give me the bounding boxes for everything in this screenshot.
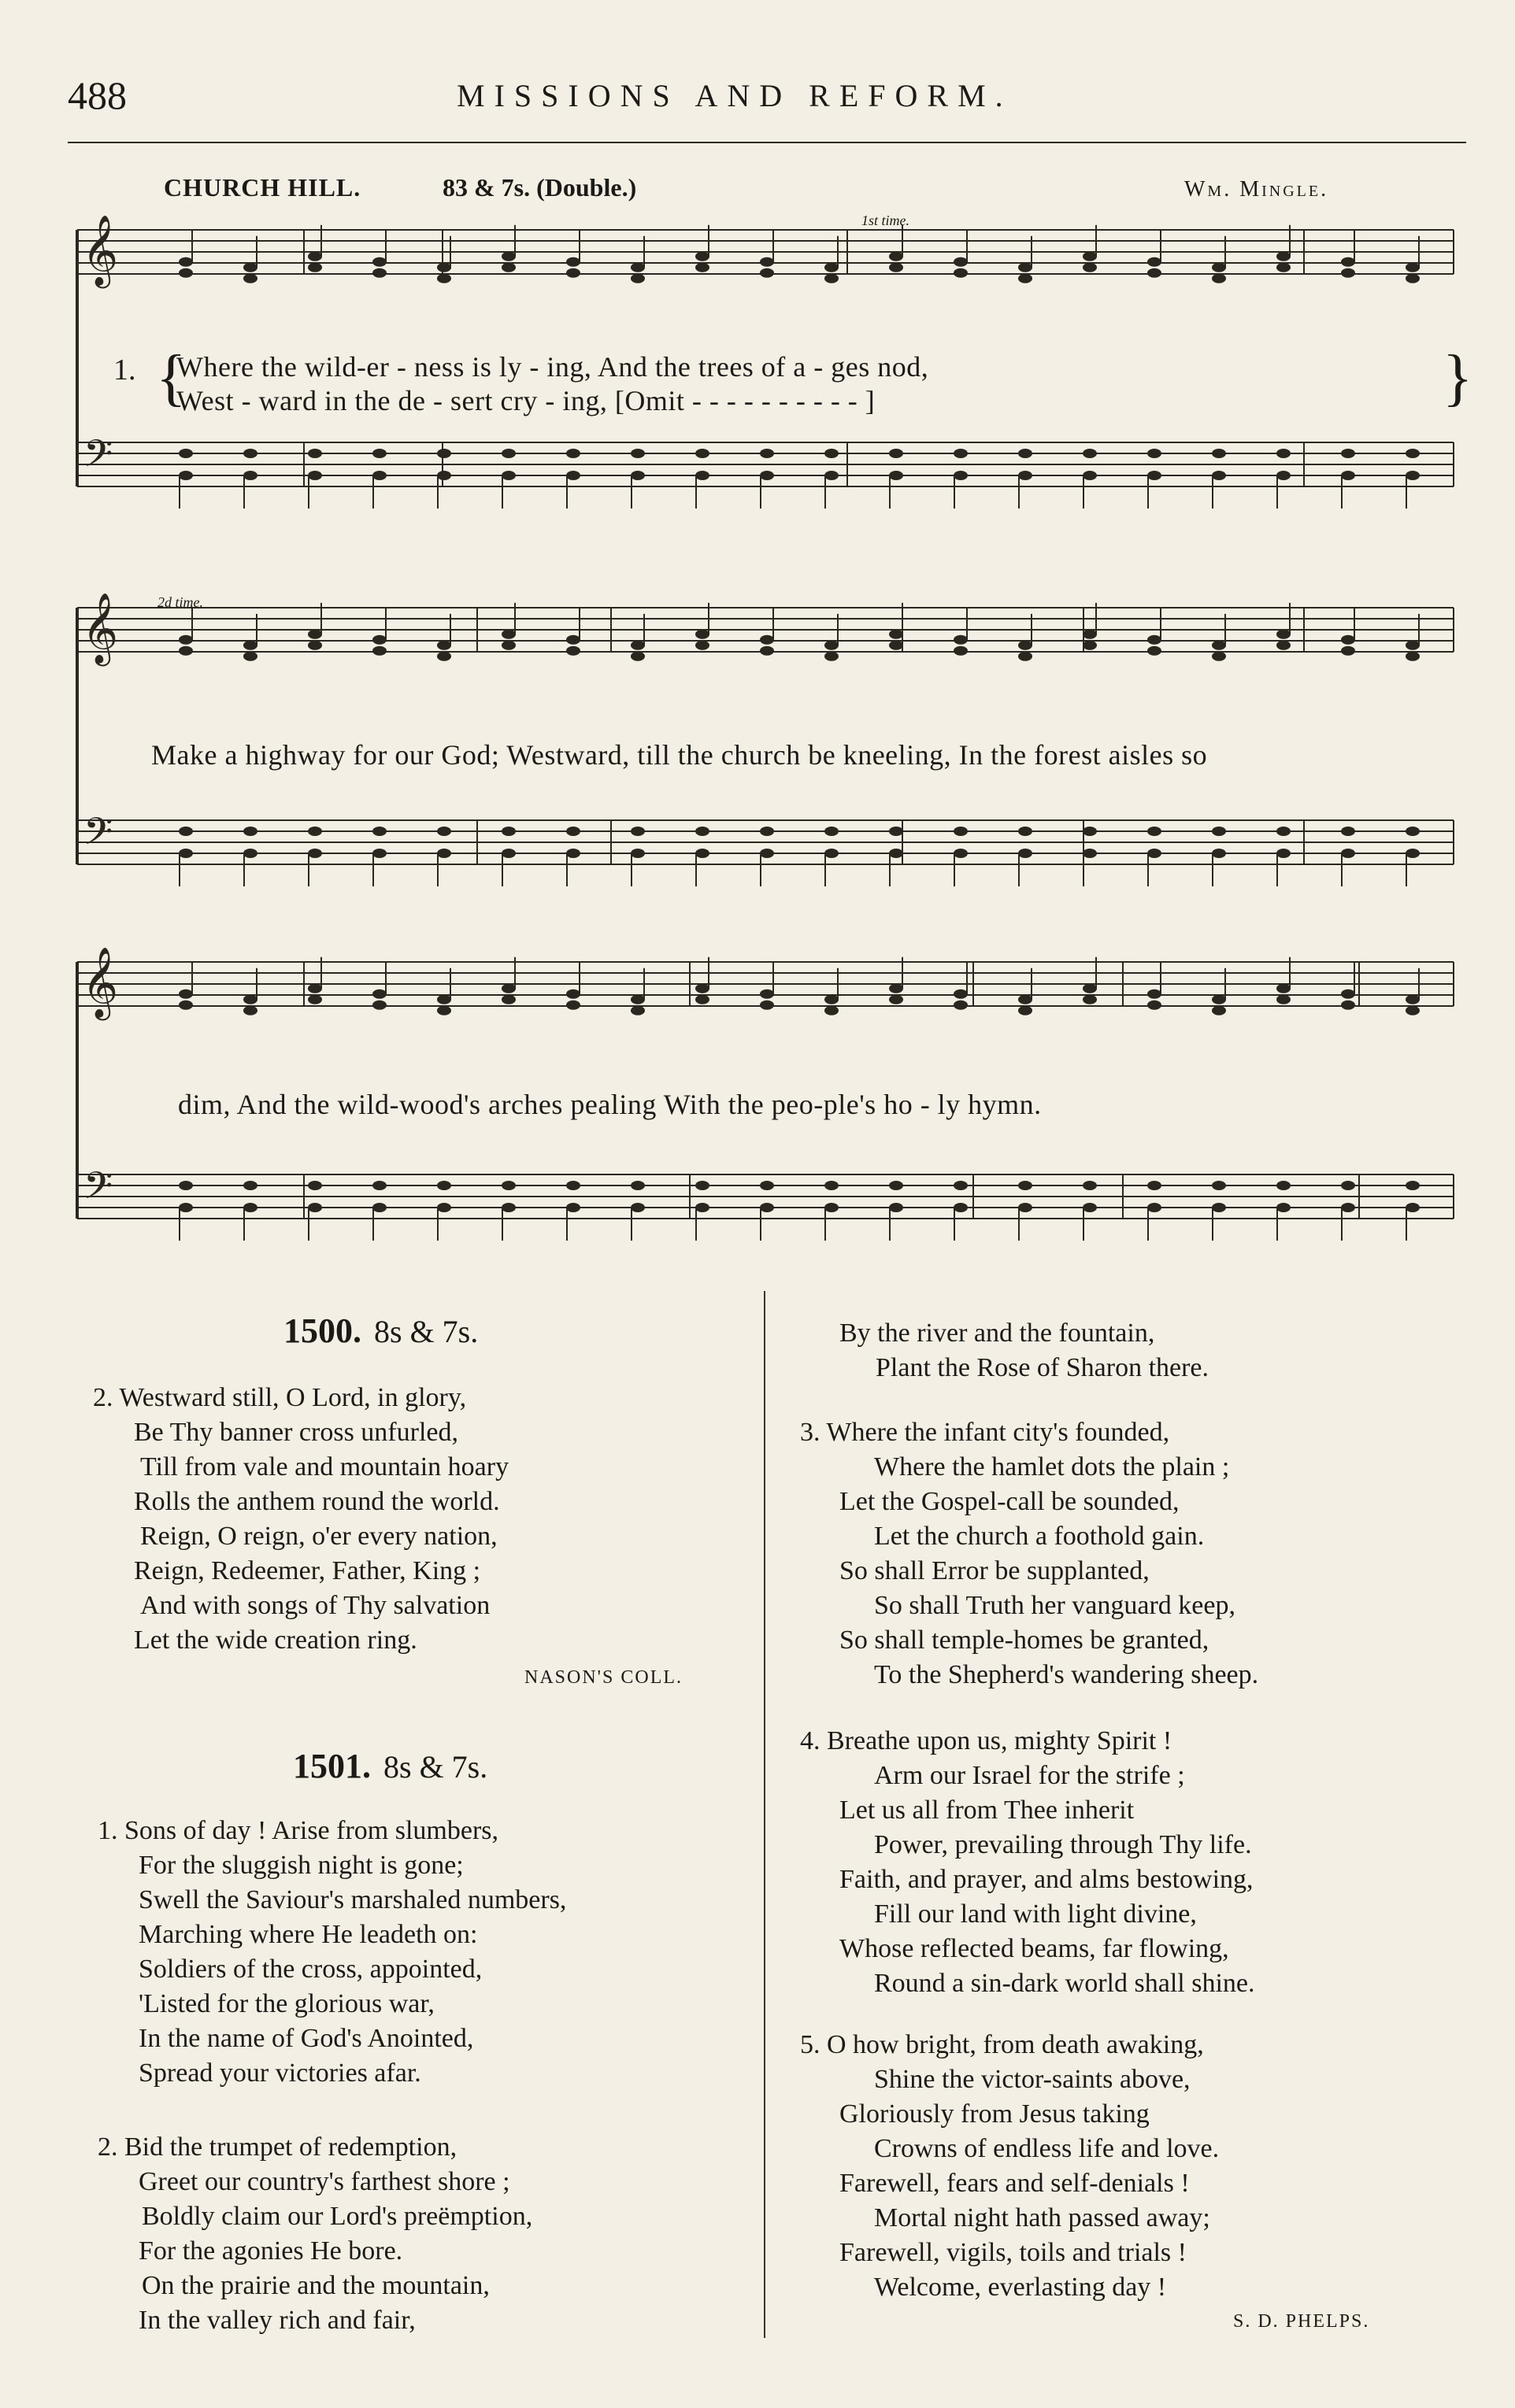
- stanza-label: 1.: [98, 1816, 118, 1845]
- lyric-line-1a: Where the wild-er - ness is ly - ing, And the trees of a - ges nod,: [176, 351, 929, 383]
- stanza-line: So shall Truth her vanguard keep,: [874, 1591, 1235, 1620]
- stanza-line: Be Thy banner cross unfurled,: [134, 1418, 458, 1447]
- stanza-line: Fill our land with light divine,: [874, 1899, 1197, 1929]
- stanza-line: Farewell, fears and self-denials !: [839, 2169, 1190, 2198]
- stanza-line: Greet our country's farthest shore ;: [139, 2167, 510, 2196]
- stanza-line: Till from vale and mountain hoary: [140, 1452, 509, 1481]
- stanza-line: 3. Where the infant city's founded,: [800, 1418, 1170, 1447]
- stanza-line: Round a sin-dark world shall shine.: [874, 1969, 1255, 1998]
- hymn-1501-attribution: S. D. PHELPS.: [1233, 2311, 1370, 2332]
- svg-text:𝄞: 𝄞: [82, 215, 119, 286]
- stanza-line: Soldiers of the cross, appointed,: [139, 1955, 483, 1984]
- hymn-meter: 8s & 7s.: [383, 1749, 488, 1785]
- stanza-line: Boldly claim our Lord's preëmption,: [142, 2202, 533, 2231]
- stanza-line: 5. O how bright, from death awaking,: [800, 2030, 1204, 2059]
- stanza-line: Reign, Redeemer, Father, King ;: [134, 1556, 481, 1585]
- stanza-line: By the river and the fountain,: [839, 1319, 1155, 1348]
- hymn-1501-title: [293, 1746, 487, 1786]
- column-divider: [764, 1291, 765, 2338]
- stanza-line: Crowns of endless life and love.: [874, 2134, 1220, 2163]
- stanza-line: Mortal night hath passed away;: [874, 2203, 1210, 2232]
- stanza-line: Arm our Israel for the strife ;: [874, 1761, 1185, 1790]
- stanza-line: Where the hamlet dots the plain ;: [874, 1452, 1230, 1481]
- stanza-line: Whose reflected beams, far flowing,: [839, 1934, 1229, 1963]
- stanza-line: 2. Bid the trumpet of redemption,: [98, 2132, 457, 2162]
- stanza-line: Farewell, vigils, toils and trials !: [839, 2238, 1187, 2267]
- hymn-1500-title: [283, 1311, 478, 1351]
- hymn-1501-stanza-1: [98, 1814, 566, 2091]
- stanza-line: So shall Error be supplanted,: [839, 1556, 1150, 1585]
- stanza-line: In the name of God's Anointed,: [139, 2024, 474, 2053]
- stanza-label: 2.: [93, 1383, 113, 1412]
- stanza-line: Marching where He leadeth on:: [139, 1920, 478, 1949]
- page-number: 488: [68, 73, 127, 117]
- hymn-1501-stanza-3: [800, 1415, 1258, 1692]
- hymn-1500-stanza-2: [93, 1381, 509, 1658]
- hymn-1501-stanza-2-cont: [839, 1316, 1209, 1385]
- lyric-line-2: Make a highway for our God; Westward, till the church be kneeling, In the forest aisles so: [151, 739, 1208, 771]
- stanza-line: Spread your victories afar.: [139, 2058, 421, 2088]
- verse-number: 1.: [113, 353, 136, 387]
- stanza-label: 2.: [98, 2132, 118, 2162]
- lyric-brace-left: {: [156, 343, 187, 412]
- svg-text:𝄢: 𝄢: [83, 431, 113, 485]
- lyric-brace-right: }: [1443, 343, 1473, 412]
- stanza-line: To the Shepherd's wandering sheep.: [874, 1660, 1259, 1689]
- svg-text:𝄞: 𝄞: [82, 593, 119, 664]
- stanza-line: Reign, O reign, o'er every nation,: [140, 1522, 498, 1551]
- stanza-line: Gloriously from Jesus taking: [839, 2099, 1150, 2129]
- hymn-1500-attribution: NASON'S COLL.: [524, 1667, 683, 1688]
- stanza-line: 1. Sons of day ! Arise from slumbers,: [98, 1816, 499, 1845]
- second-time-mark: 2d time.: [157, 594, 203, 610]
- stanza-line: 'Listed for the glorious war,: [139, 1989, 435, 2018]
- stanza-line: Rolls the anthem round the world.: [134, 1487, 500, 1516]
- stanza-line: On the prairie and the mountain,: [142, 2271, 490, 2300]
- svg-text:𝄞: 𝄞: [82, 947, 119, 1018]
- stanza-label: 5.: [800, 2030, 820, 2059]
- music-system-3: [68, 945, 1469, 1291]
- stanza-line: Let the wide creation ring.: [134, 1626, 417, 1655]
- stanza-line: In the valley rich and fair,: [139, 2306, 416, 2335]
- running-head: MISSIONS AND REFORM.: [457, 78, 1013, 113]
- stanza-line: Let the Gospel-call be sounded,: [839, 1487, 1180, 1516]
- hymn-1501-stanza-4: [800, 1724, 1255, 2001]
- hymn-1501-stanza-5: [800, 2028, 1219, 2305]
- stanza-line: Let us all from Thee inherit: [839, 1796, 1135, 1825]
- tune-composer: Wm. Mingle.: [1184, 177, 1329, 202]
- stanza-line: Plant the Rose of Sharon there.: [876, 1353, 1209, 1382]
- stanza-line: Welcome, everlasting day !: [874, 2273, 1167, 2302]
- stanza-line: 4. Breathe upon us, mighty Spirit !: [800, 1726, 1172, 1755]
- tune-name: CHURCH HILL.: [164, 173, 361, 202]
- music-system-1: [68, 213, 1473, 559]
- tune-meter: 83 & 7s. (Double.): [443, 173, 637, 202]
- stanza-line: Let the church a foothold gain.: [874, 1522, 1205, 1551]
- stanza-line: Swell the Saviour's marshaled numbers,: [139, 1885, 567, 1914]
- svg-text:𝄢: 𝄢: [83, 1163, 113, 1217]
- first-time-mark: 1st time.: [861, 213, 909, 228]
- hymn-meter: 8s & 7s.: [374, 1314, 479, 1349]
- hymn-number: 1501.: [293, 1747, 371, 1785]
- stanza-line: For the agonies He bore.: [139, 2236, 403, 2266]
- stanza-line: Power, prevailing through Thy life.: [874, 1830, 1252, 1859]
- hymn-number: 1500.: [283, 1311, 361, 1350]
- stanza-line: Shine the victor-saints above,: [874, 2065, 1191, 2094]
- stanza-line: And with songs of Thy salvation: [140, 1591, 491, 1620]
- hymn-1501-stanza-2: [98, 2130, 532, 2338]
- header-rule: [68, 142, 1466, 143]
- stanza-label: 4.: [800, 1726, 820, 1755]
- stanza-line: 2. Westward still, O Lord, in glory,: [93, 1383, 467, 1412]
- svg-text:𝄢: 𝄢: [83, 809, 113, 863]
- stanza-line: So shall temple-homes be granted,: [839, 1626, 1209, 1655]
- music-system-2: [68, 590, 1469, 937]
- stanza-label: 3.: [800, 1418, 820, 1447]
- stanza-line: For the sluggish night is gone;: [139, 1851, 464, 1880]
- lyric-line-3: dim, And the wild-wood's arches pealing With the peo-ple's ho - ly hymn.: [178, 1089, 1042, 1120]
- stanza-line: Faith, and prayer, and alms bestowing,: [839, 1865, 1254, 1894]
- lyric-line-1b: West - ward in the de - sert cry - ing, [Omit - - - - - - - - - - ]: [176, 385, 876, 416]
